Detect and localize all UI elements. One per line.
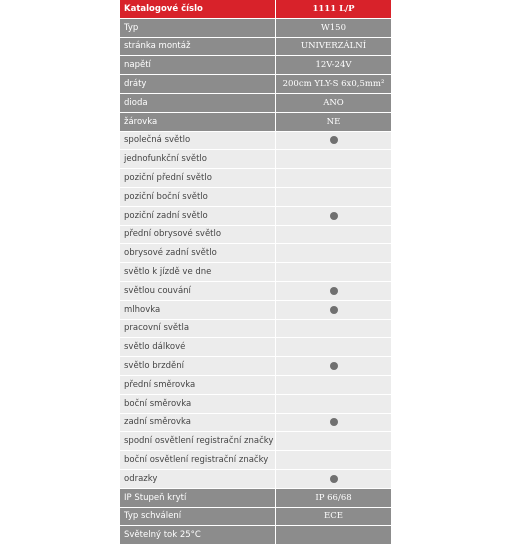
table-row xyxy=(120,526,391,545)
feature-row xyxy=(120,414,391,433)
feature-row xyxy=(120,169,391,188)
bullet-dot-icon xyxy=(330,287,338,295)
table-row xyxy=(120,56,391,75)
feature-row xyxy=(120,470,391,489)
feature-label: mlhovka xyxy=(120,301,276,319)
feature-value xyxy=(276,414,391,432)
feature-row xyxy=(120,432,391,451)
feature-label: boční osvětlení registrační značky xyxy=(120,451,276,469)
feature-label: poziční zadní světlo xyxy=(120,207,276,225)
feature-label: světlo brzdění xyxy=(120,357,276,375)
row-value: 12V-24V xyxy=(276,56,391,74)
feature-label: společná světlo xyxy=(120,132,276,150)
feature-label: světlou couvání xyxy=(120,282,276,300)
row-label: napětí xyxy=(120,56,276,74)
bullet-dot-icon xyxy=(330,136,338,144)
feature-label: odrazky xyxy=(120,470,276,488)
feature-label: světlo k jízdě ve dne xyxy=(120,263,276,281)
feature-row xyxy=(120,320,391,339)
bullet-dot-icon xyxy=(330,212,338,220)
feature-value xyxy=(276,395,391,413)
feature-row xyxy=(120,338,391,357)
feature-value xyxy=(276,244,391,262)
row-label: žárovka xyxy=(120,113,276,131)
feature-label: spodní osvětlení registrační značky xyxy=(120,432,276,450)
bullet-dot-icon xyxy=(330,475,338,483)
row-value: UNIVERZÁLNÍ xyxy=(276,38,391,56)
header-label: Katalogové číslo xyxy=(120,0,276,18)
row-value: 200cm YLY-S 6x0,5mm² xyxy=(276,75,391,93)
feature-value xyxy=(276,150,391,168)
feature-value xyxy=(276,169,391,187)
feature-label: poziční boční světlo xyxy=(120,188,276,206)
feature-row xyxy=(120,301,391,320)
feature-row xyxy=(120,226,391,245)
feature-row xyxy=(120,188,391,207)
row-value: IP 66/68 xyxy=(276,489,391,507)
feature-value xyxy=(276,132,391,150)
table-row xyxy=(120,38,391,57)
feature-row xyxy=(120,244,391,263)
feature-value xyxy=(276,376,391,394)
header-value: 1111 L/P xyxy=(276,0,391,18)
table-row xyxy=(120,489,391,508)
bullet-dot-icon xyxy=(330,418,338,426)
feature-row xyxy=(120,376,391,395)
feature-label: zadní směrovka xyxy=(120,414,276,432)
feature-value xyxy=(276,320,391,338)
table-row xyxy=(120,113,391,132)
feature-label: přední obrysové světlo xyxy=(120,226,276,244)
table-row xyxy=(120,75,391,94)
table-row xyxy=(120,508,391,527)
feature-list xyxy=(120,132,391,489)
feature-label: boční směrovka xyxy=(120,395,276,413)
feature-value xyxy=(276,282,391,300)
row-value: ECE xyxy=(276,508,391,526)
feature-label: přední směrovka xyxy=(120,376,276,394)
feature-value xyxy=(276,263,391,281)
bullet-dot-icon xyxy=(330,306,338,314)
spec-table xyxy=(120,0,391,545)
feature-value xyxy=(276,357,391,375)
feature-value xyxy=(276,226,391,244)
feature-row xyxy=(120,150,391,169)
row-label: dioda xyxy=(120,94,276,112)
feature-row xyxy=(120,357,391,376)
table-row xyxy=(120,19,391,38)
row-label: IP Stupeň krytí xyxy=(120,489,276,507)
feature-value xyxy=(276,451,391,469)
row-label: Typ xyxy=(120,19,276,37)
bullet-dot-icon xyxy=(330,362,338,370)
feature-label: poziční přední světlo xyxy=(120,169,276,187)
feature-value xyxy=(276,188,391,206)
row-value: NE xyxy=(276,113,391,131)
row-value: W150 xyxy=(276,19,391,37)
row-label: dráty xyxy=(120,75,276,93)
row-label: stránka montáž xyxy=(120,38,276,56)
feature-value xyxy=(276,470,391,488)
feature-value xyxy=(276,338,391,356)
feature-row xyxy=(120,395,391,414)
feature-row xyxy=(120,282,391,301)
row-label: Světelný tok 25°C xyxy=(120,526,276,544)
feature-value xyxy=(276,207,391,225)
row-label: Typ schválení xyxy=(120,508,276,526)
table-header-row xyxy=(120,0,391,19)
feature-value xyxy=(276,301,391,319)
feature-row xyxy=(120,132,391,151)
row-value xyxy=(276,526,391,544)
feature-label: pracovní světla xyxy=(120,320,276,338)
feature-label: jednofunkční světlo xyxy=(120,150,276,168)
feature-row xyxy=(120,451,391,470)
table-row xyxy=(120,94,391,113)
feature-row xyxy=(120,263,391,282)
feature-label: světlo dálkové xyxy=(120,338,276,356)
row-value: ANO xyxy=(276,94,391,112)
feature-value xyxy=(276,432,391,450)
feature-label: obrysové zadní světlo xyxy=(120,244,276,262)
feature-row xyxy=(120,207,391,226)
